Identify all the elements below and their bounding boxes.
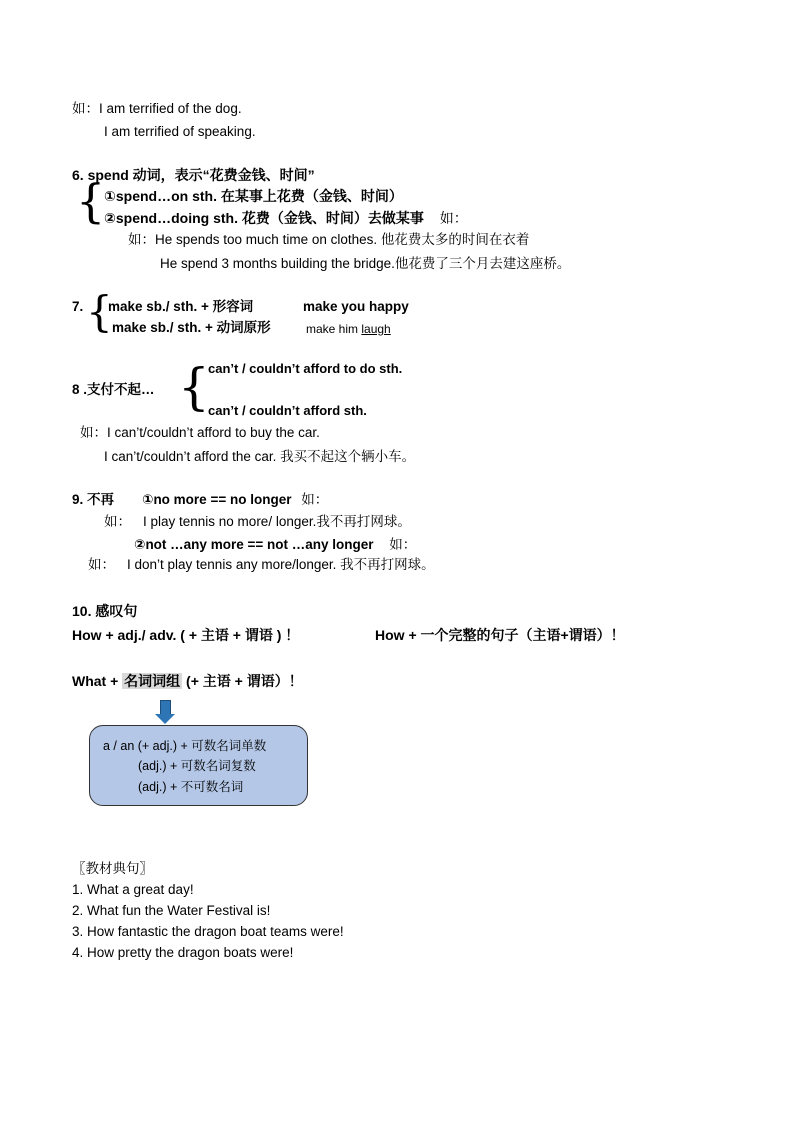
section-7-number: 7. bbox=[72, 299, 84, 314]
what-prefix: What + bbox=[72, 673, 123, 689]
section-9-item-1 bbox=[142, 491, 328, 509]
how-pattern-2: How + 一个完整的句子（主语+谓语）！ bbox=[375, 627, 625, 643]
example-text: make him bbox=[306, 322, 362, 336]
section-8-option-2: can’t / couldn’t afford sth. bbox=[208, 403, 367, 418]
left-brace-icon: { bbox=[76, 174, 106, 228]
circled-number: ① bbox=[104, 188, 116, 204]
left-brace-icon: { bbox=[86, 287, 113, 336]
example-label: 如： bbox=[80, 425, 107, 440]
section-9-heading: 9. 不再 bbox=[72, 492, 115, 507]
what-suffix: (+ 主语 + 谓语）！ bbox=[182, 673, 303, 689]
item-text: not …any more == not …any longer bbox=[145, 537, 374, 552]
list-item: 1. What a great day! bbox=[72, 882, 194, 897]
section-6-heading: 6. spend 动词，表示“花费金钱、时间” bbox=[72, 167, 315, 183]
how-pattern-1: How + adj./ adv. ( + 主语 + 谓语 ) ！ bbox=[72, 627, 300, 643]
examples-title: 〖教材典句〗 bbox=[72, 861, 153, 876]
circled-number: ② bbox=[104, 210, 116, 226]
example-text: He spends too much time on clothes. 他花费太多的时间在衣着 bbox=[155, 232, 530, 247]
down-arrow-head-icon bbox=[155, 714, 175, 724]
example-label: 如： bbox=[301, 492, 329, 507]
noun-phrase-rule: (adj.) + 可数名词复数 bbox=[138, 759, 256, 773]
example-text: I am terrified of the dog. bbox=[99, 101, 242, 116]
section-7-rule-2: make sb./ sth. + 动词原形 bbox=[112, 320, 271, 335]
underlined-word: laugh bbox=[361, 322, 391, 336]
section-7-example-1: make you happy bbox=[303, 299, 409, 314]
example-line bbox=[128, 231, 529, 249]
list-item: 3. How fantastic the dragon boat teams were! bbox=[72, 924, 344, 939]
section-9-item-2 bbox=[134, 536, 416, 554]
section-8-option-1: can’t / couldn’t afford to do sth. bbox=[208, 361, 403, 376]
example-line: He spend 3 months building the bridge.他花费了三个月去建这座桥。 bbox=[160, 256, 571, 271]
noun-phrase-rule: (adj.) + 不可数名词 bbox=[138, 780, 244, 794]
example-label: 如： bbox=[104, 514, 131, 529]
example-label: 如： bbox=[88, 557, 115, 572]
section-7-example-2 bbox=[306, 320, 391, 338]
example-line bbox=[80, 424, 320, 442]
example-line: I can’t/couldn’t afford the car. 我买不起这个辆小车。 bbox=[104, 449, 416, 464]
example-label: 如： bbox=[128, 232, 155, 247]
example-text: I can’t/couldn’t afford to buy the car. bbox=[107, 425, 320, 440]
list-item: 2. What fun the Water Festival is! bbox=[72, 903, 271, 918]
highlighted-term: 名词词组 bbox=[124, 673, 181, 689]
what-pattern bbox=[72, 672, 303, 690]
section-7-rule-1: make sb./ sth. + 形容词 bbox=[108, 299, 254, 314]
example-label: 如： bbox=[389, 537, 417, 552]
example-line: I am terrified of speaking. bbox=[104, 124, 256, 139]
list-item: 4. How pretty the dragon boats were! bbox=[72, 945, 294, 960]
example-line bbox=[72, 100, 242, 118]
left-brace-icon: { bbox=[178, 358, 210, 416]
item-text: no more == no longer bbox=[153, 492, 292, 507]
section-6-item-2 bbox=[104, 209, 468, 227]
section-8-heading: 8 .支付不起… bbox=[72, 382, 155, 397]
example-line bbox=[88, 556, 435, 574]
section-6-item-1 bbox=[104, 187, 403, 205]
example-label: 如： bbox=[72, 101, 99, 116]
circled-number: ① bbox=[142, 492, 154, 507]
example-text: I play tennis no more/ longer.我不再打网球。 bbox=[143, 514, 411, 529]
item-text: spend…doing sth. 花费（金钱、时间）去做某事 bbox=[115, 210, 424, 226]
example-text: I don’t play tennis any more/longer. 我不再打网球。 bbox=[127, 557, 435, 572]
noun-phrase-rule: a / an (+ adj.) + 可数名词单数 bbox=[103, 739, 267, 753]
circled-number: ② bbox=[134, 537, 146, 552]
section-10-heading: 10. 感叹句 bbox=[72, 603, 138, 619]
example-label: 如： bbox=[439, 210, 468, 226]
example-line bbox=[104, 513, 411, 531]
item-text: spend…on sth. 在某事上花费（金钱、时间） bbox=[115, 188, 403, 204]
